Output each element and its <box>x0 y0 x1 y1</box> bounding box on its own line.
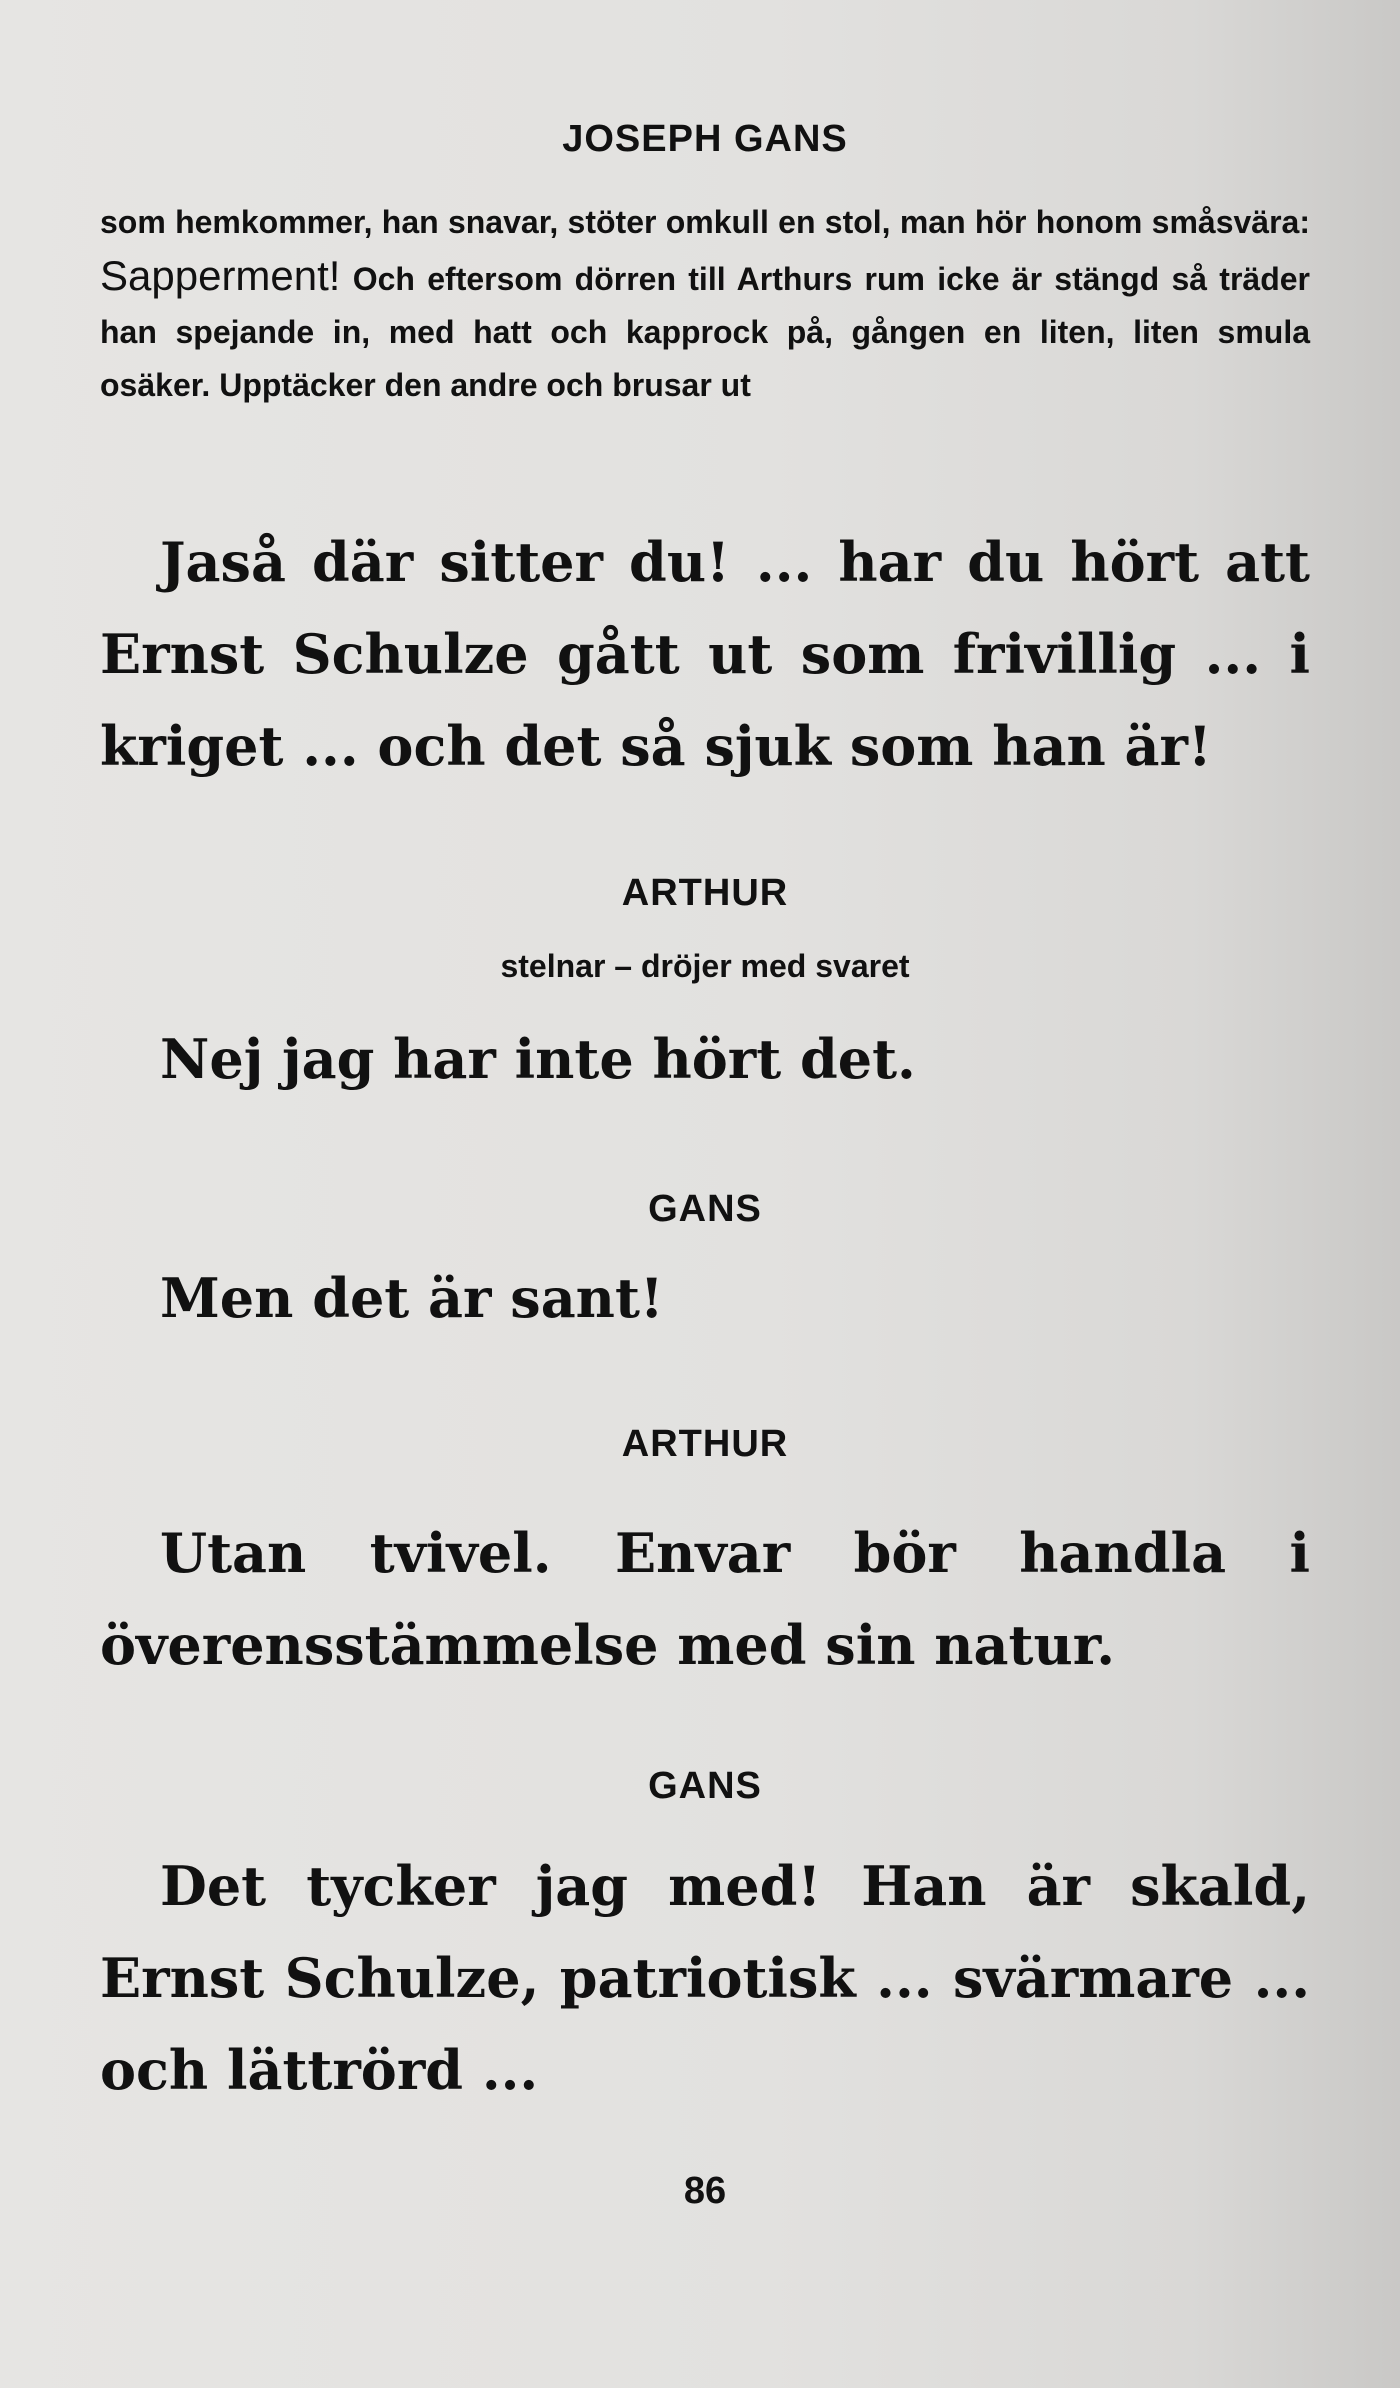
speaker-heading: GANS <box>648 1188 762 1230</box>
speaker-heading: GANS <box>648 1765 762 1807</box>
stage-direction-text: Och eftersom dörren till Arthurs rum icke är stängd så träder han spejande in, med hatt och kapprock på, gången en liten, liten smula osäker. Upptäcker den andre och brusar ut <box>100 261 1310 403</box>
dialogue-text: Jaså där sitter du! ... har du hört att Ernst Schulze gått ut som frivillig ... i kriget ... och det så sjuk som han är! <box>100 530 1310 778</box>
stage-direction <box>100 196 1310 412</box>
stage-direction: stelnar – dröjer med svaret <box>500 948 910 984</box>
dialogue-text: Nej jag har inte hört det. <box>160 1027 916 1091</box>
dialogue-line <box>100 1507 1310 1691</box>
speaker-heading: JOSEPH GANS <box>562 118 848 160</box>
dialogue-line <box>100 516 1310 792</box>
exclamation: Sapperment! <box>100 252 341 299</box>
dialogue-text: Men det är sant! <box>160 1266 664 1330</box>
speaker-heading: ARTHUR <box>621 872 789 914</box>
speaker-heading: ARTHUR <box>621 1423 789 1465</box>
dialogue-line <box>100 1252 1310 1344</box>
dialogue-line <box>100 1840 1310 2116</box>
dialogue-line <box>100 1013 1310 1105</box>
page-number: 86 <box>683 2170 727 2212</box>
stage-direction-text: som hemkommer, han snavar, stöter omkull en stol, man hör honom småsvära: <box>100 204 1310 240</box>
dialogue-text: Utan tvivel. Envar bör handla i överensstämmelse med sin natur. <box>100 1521 1310 1677</box>
dialogue-text: Det tycker jag med! Han är skald, Ernst Schulze, patriotisk ... svärmare ... och lättrörd ... <box>100 1854 1310 2102</box>
